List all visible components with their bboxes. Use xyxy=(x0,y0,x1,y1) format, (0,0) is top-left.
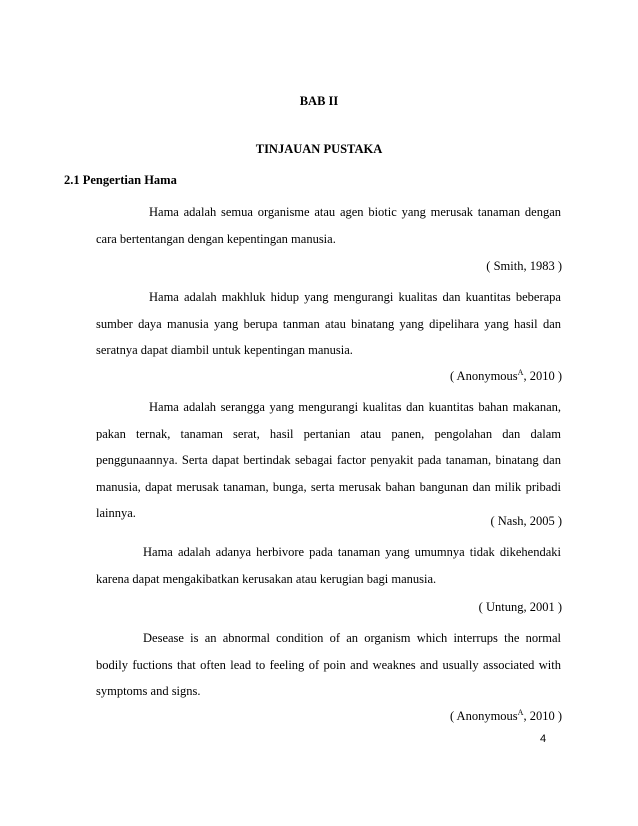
citation xyxy=(450,709,562,724)
citation xyxy=(486,259,562,274)
citation-suffix: , 2010 ) xyxy=(523,709,562,723)
citation-superscript: A xyxy=(517,708,524,717)
citation-prefix: ( Anonymous xyxy=(449,709,518,723)
section-heading: 2.1 Pengertian Hama xyxy=(64,173,177,187)
definition-text: Hama adalah adanya herbivore pada tanaman yang umumnya tidak dikehendaki karena dapat mengakibatkan kerusakan atau kerugian bagi manusia. xyxy=(96,545,561,586)
citation-suffix: , 2010 ) xyxy=(523,369,562,383)
citation-superscript: A xyxy=(517,368,524,377)
citation xyxy=(479,600,562,615)
citation-prefix: ( Nash, 2005 ) xyxy=(490,514,562,528)
chapter-label: BAB II xyxy=(299,94,339,108)
citation-prefix: ( Smith, 1983 ) xyxy=(486,259,562,273)
definition-text: Desease is an abnormal condition of an organism which interrups the normal bodily fuctions that often lead to feeling of poin and weaknes and usually associated with symptoms and signs. xyxy=(96,631,561,698)
chapter-title: TINJAUAN PUSTAKA xyxy=(255,142,383,156)
definition-paragraph xyxy=(96,284,561,364)
citation xyxy=(450,369,562,384)
page-number: 4 xyxy=(540,733,547,745)
definition-paragraph xyxy=(96,199,561,252)
citation-prefix: ( Anonymous xyxy=(449,369,518,383)
definition-text: Hama adalah makhluk hidup yang mengurangi kualitas dan kuantitas beberapa sumber daya manusia yang berupa tanman atau binatang yang dipelihara yang hasil dan seratnya dapat diambil untuk kepentingan manusia. xyxy=(96,290,561,357)
definition-paragraph xyxy=(96,539,561,592)
definition-text: Hama adalah semua organisme atau agen biotic yang merusak tanaman dengan cara bertentangan dengan kepentingan manusia. xyxy=(96,205,561,246)
definition-paragraph xyxy=(96,394,561,527)
definition-text: Hama adalah serangga yang mengurangi kualitas dan kuantitas bahan makanan, pakan ternak, tanaman serat, hasil pertanian atau panen, pengolahan dan dalam penggunaannya. Serta dapat bertindak sebagai factor penyakit pada tanaman, binatang dan manusia, dapat merusak tanaman, bunga, serta merusak bahan bangunan dan milik pribadi lainnya. xyxy=(96,400,561,520)
definition-paragraph xyxy=(96,625,561,705)
citation xyxy=(490,514,562,529)
citation-prefix: ( Untung, 2001 ) xyxy=(478,600,562,614)
